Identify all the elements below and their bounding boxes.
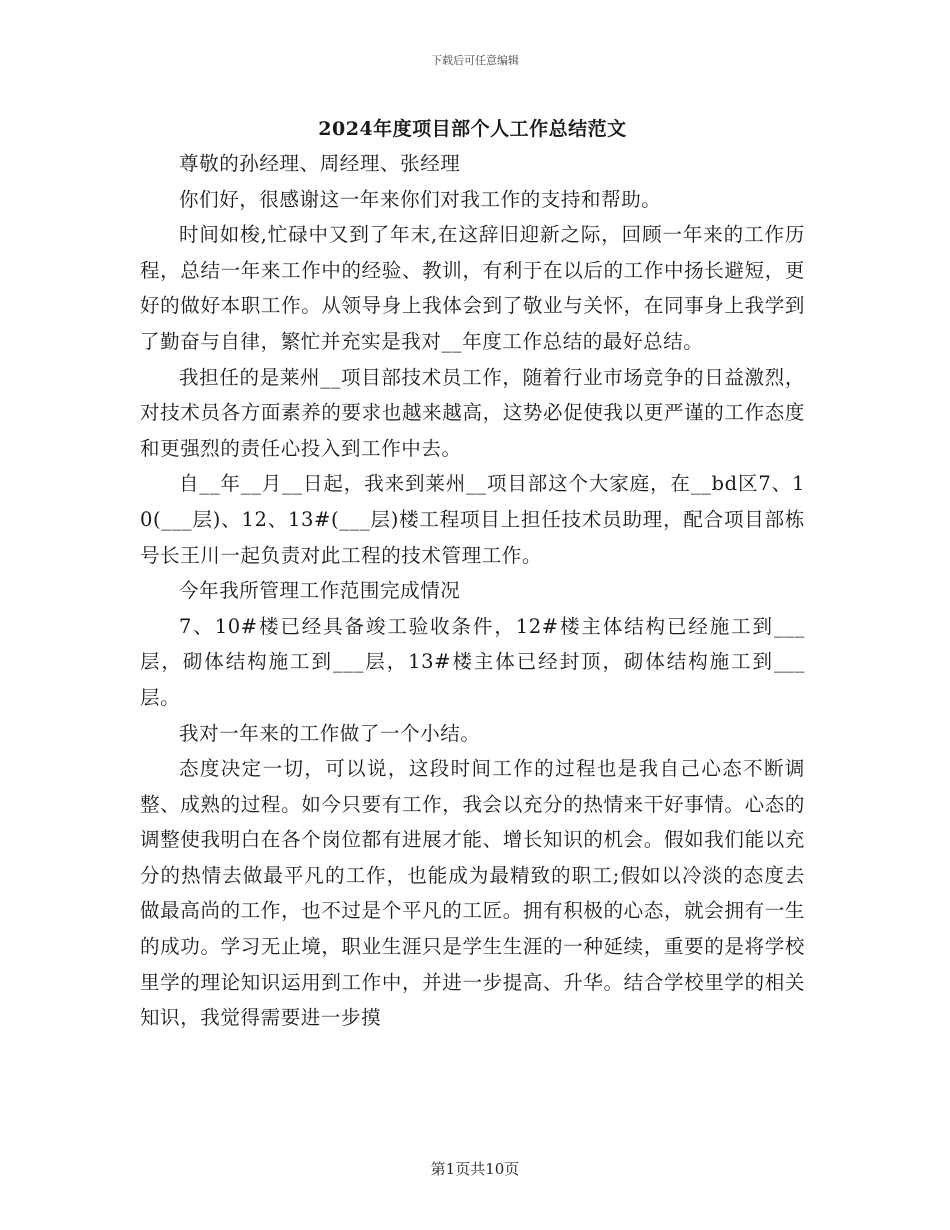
paragraph-role: 我担任的是莱州__项目部技术员工作，随着行业市场竞争的日益激烈，对技术员各方面素养的要求也越来越高，这势必促使我以更严谨的工作态度和更强烈的责任心投入到工作中去。 [140,365,805,460]
document-title: 2024年度项目部个人工作总结范文 [318,118,627,140]
paragraph-summary-intro: 我对一年来的工作做了一个小结。 [179,721,481,745]
paragraph-progress: 7、10#楼已经具备竣工验收条件，12#楼主体结构已经施工到___层，砌体结构施工到___层，13#楼主体已经封顶，砌体结构施工到___层。 [140,614,805,709]
paragraph-scope-heading: 今年我所管理工作范围完成情况 [179,579,461,603]
paragraph-assignment: 自__年__月__日起，我来到莱州__项目部这个大家庭，在__bd区7、10(___层)、12、13#(___层)楼工程项目上担任技术员助理，配合项目部栋号长王川一起负责对此工程的技术管理工作。 [140,472,805,567]
paragraph-greeting: 你们好，很感谢这一年来你们对我工作的支持和帮助。 [179,187,662,211]
page-footer: 第1页共10页 [430,1160,520,1178]
paragraph-attitude: 态度决定一切，可以说，这段时间工作的过程也是我自己心态不断调整、成熟的过程。如今只要有工作，我会以充分的热情来干好事情。心态的调整使我明白在各个岗位都有进展才能、增长知识的机会。假如我们能以充分的热情去做最平凡的工作，也能成为最精致的职工;假如以冷淡的态度去做最高尚的工作，也不过是个平凡的工匠。拥有积极的心态，就会拥有一生的成功。学习无止境，职业生涯只是学生生涯的一种延续，重要的是将学校里学的理论知识运用到工作中，并进一步提高、升华。结合学校里学的相关知识，我觉得需要进一步摸 [140,757,805,1030]
page-header: 下载后可任意编辑 [431,54,519,67]
paragraph-review: 时间如梭,忙碌中又到了年末,在这辞旧迎新之际，回顾一年来的工作历程，总结一年来工作中的经验、教训，有利于在以后的工作中扬长避短，更好的做好本职工作。从领导身上我体会到了敬业与关怀，在同事身上我学到了勤奋与自律，繁忙并充实是我对__年度工作总结的最好总结。 [140,223,805,353]
document-body [140,114,805,1036]
paragraph-salutation: 尊敬的孙经理、周经理、张经理 [179,152,461,175]
